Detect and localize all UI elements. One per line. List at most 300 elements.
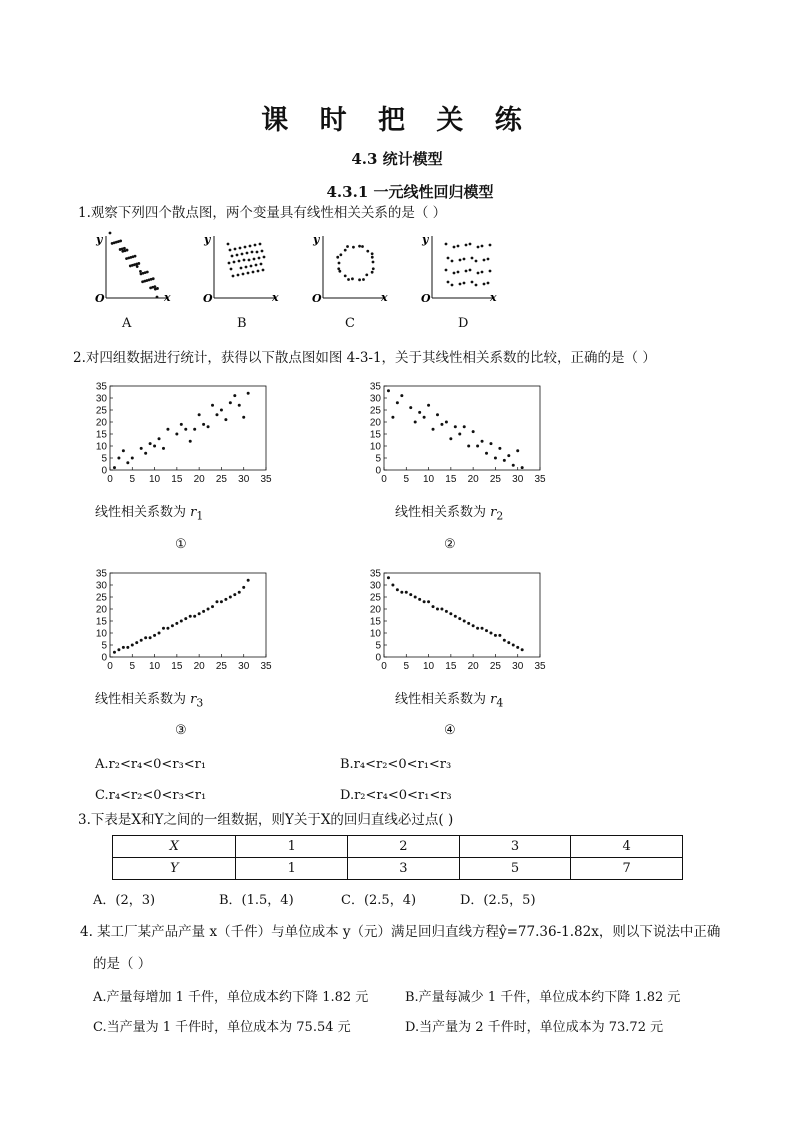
data-point bbox=[175, 433, 178, 436]
data-point bbox=[440, 423, 443, 426]
q1-b-points bbox=[227, 243, 266, 278]
scatter-dot bbox=[338, 262, 341, 265]
scatter-chart-1 bbox=[90, 378, 290, 498]
scatter-dot bbox=[469, 269, 472, 272]
data-point bbox=[198, 413, 201, 416]
x-tick-label: 25 bbox=[489, 661, 501, 672]
q1-d-y-label: y bbox=[422, 233, 429, 246]
scatter-dot bbox=[471, 257, 474, 260]
scatter-dot bbox=[445, 269, 448, 272]
data-point bbox=[202, 610, 205, 613]
scatter-dot bbox=[371, 271, 374, 274]
scatter-dot bbox=[451, 260, 454, 263]
scatter-dot bbox=[247, 272, 250, 275]
data-point bbox=[485, 629, 488, 632]
data-point bbox=[180, 620, 183, 623]
y-tick-label: 35 bbox=[95, 381, 107, 393]
y-tick-label: 5 bbox=[101, 640, 107, 652]
chart-1-caption: 线性相关系数为 $r_1$ bbox=[95, 505, 204, 523]
data-point bbox=[122, 646, 125, 649]
scatter-dot bbox=[483, 259, 486, 262]
table-cell: 7 bbox=[571, 858, 683, 880]
y-tick-label: 20 bbox=[95, 417, 107, 429]
x-tick-label: 30 bbox=[238, 474, 250, 485]
scatter-dot bbox=[451, 284, 454, 287]
data-point bbox=[126, 646, 129, 649]
scatter-dot bbox=[465, 244, 468, 247]
data-point bbox=[135, 641, 138, 644]
data-point bbox=[215, 600, 218, 603]
x-tick-label: 20 bbox=[193, 474, 205, 485]
data-point bbox=[175, 622, 178, 625]
scatter-dot bbox=[254, 244, 257, 247]
question-2-stem: 2.对四组数据进行统计，获得以下散点图如图 4-3-1，关于其线性相关系数的比较，正确的是（ ） bbox=[73, 350, 656, 366]
scatter-dot bbox=[246, 252, 249, 255]
data-point bbox=[507, 641, 510, 644]
q3-option-d: D．(2.5，5) bbox=[460, 893, 536, 908]
scatter-dot bbox=[365, 273, 368, 276]
table-row bbox=[113, 858, 683, 880]
x-tick-label: 0 bbox=[381, 474, 387, 485]
q4-option-b: B.产量每减少 1 千件，单位成本约下降 1.82 元 bbox=[405, 990, 681, 1005]
scatter-dot bbox=[358, 245, 361, 248]
data-point bbox=[193, 428, 196, 431]
data-point bbox=[144, 452, 147, 455]
scatter-chart-2 bbox=[364, 378, 564, 498]
y-tick-label: 0 bbox=[101, 652, 107, 664]
scatter-dot bbox=[447, 281, 450, 284]
scatter-dot bbox=[240, 267, 243, 270]
data-point bbox=[207, 608, 210, 611]
scatter-dot bbox=[352, 246, 355, 249]
scatter-dot bbox=[245, 266, 248, 269]
scatter-dot bbox=[259, 243, 262, 246]
scatter-dot bbox=[234, 248, 237, 251]
scatter-dot bbox=[248, 259, 251, 262]
data-point bbox=[162, 627, 165, 630]
data-point bbox=[503, 639, 506, 642]
scatter-dot bbox=[471, 281, 474, 284]
table-cell: 2 bbox=[348, 836, 460, 858]
scatter-dot bbox=[249, 245, 252, 248]
scatter-dot bbox=[256, 251, 259, 254]
q1-c-points bbox=[336, 245, 374, 281]
scatter-dot bbox=[237, 274, 240, 277]
data-point bbox=[113, 466, 116, 469]
q1-c-y-label: y bbox=[313, 233, 320, 246]
data-point bbox=[467, 445, 470, 448]
data-point bbox=[481, 627, 484, 630]
data-point bbox=[229, 401, 232, 404]
x-tick-label: 30 bbox=[512, 661, 524, 672]
x-tick-label: 10 bbox=[149, 661, 161, 672]
q1-c-origin: O bbox=[312, 292, 322, 305]
chart-3-number: ③ bbox=[175, 723, 187, 738]
scatter-dot bbox=[229, 249, 232, 252]
data-point bbox=[445, 610, 448, 613]
scatter-dot bbox=[475, 260, 478, 263]
data-point bbox=[467, 622, 470, 625]
page-title: 课 时 把 关 练 bbox=[261, 105, 533, 136]
scatter-dot bbox=[459, 283, 462, 286]
scatter-dot bbox=[347, 278, 350, 281]
data-point bbox=[472, 624, 475, 627]
data-point bbox=[193, 615, 196, 618]
scatter-dot bbox=[153, 285, 156, 288]
q4-option-c: C.当产量为 1 千件时，单位成本为 75.54 元 bbox=[93, 1020, 351, 1035]
scatter-dot bbox=[137, 262, 140, 265]
scatter-dot bbox=[358, 278, 361, 281]
y-tick-label: 30 bbox=[95, 580, 107, 592]
data-point bbox=[117, 457, 120, 460]
x-tick-label: 5 bbox=[403, 661, 410, 672]
q1-diagram-b bbox=[203, 233, 279, 305]
q1-diagram-c bbox=[312, 233, 388, 305]
data-point bbox=[409, 593, 412, 596]
scatter-dot bbox=[231, 255, 234, 258]
q1-label-c: C bbox=[345, 316, 355, 331]
data-point bbox=[198, 612, 201, 615]
data-point bbox=[224, 418, 227, 421]
y-tick-label: 5 bbox=[375, 453, 381, 465]
table-cell: 5 bbox=[459, 858, 571, 880]
data-point bbox=[247, 392, 250, 395]
data-point bbox=[202, 423, 205, 426]
data-point bbox=[131, 644, 134, 647]
data-point bbox=[247, 579, 250, 582]
scatter-dot bbox=[351, 277, 354, 280]
scatter-dot bbox=[252, 271, 255, 274]
scatter-dot bbox=[239, 247, 242, 250]
data-point bbox=[409, 406, 412, 409]
scatter-dot bbox=[262, 269, 265, 272]
data-point bbox=[184, 617, 187, 620]
q1-diagram-a bbox=[95, 232, 171, 305]
scatter-dot bbox=[371, 256, 374, 259]
chart-4-number: ④ bbox=[444, 723, 456, 738]
x-tick-label: 5 bbox=[129, 474, 136, 485]
data-point bbox=[414, 596, 417, 599]
y-tick-label: 20 bbox=[95, 604, 107, 616]
data-point bbox=[516, 646, 519, 649]
scatter-dot bbox=[336, 256, 339, 259]
scatter-dot bbox=[146, 271, 149, 274]
q1-b-y-label: y bbox=[204, 233, 211, 246]
scatter-dot bbox=[255, 264, 258, 267]
scatter-dot bbox=[338, 270, 341, 273]
q1-a-origin: O bbox=[95, 292, 105, 305]
scatter-dot bbox=[487, 282, 490, 285]
scatter-dot bbox=[119, 240, 122, 243]
x-tick-label: 0 bbox=[107, 474, 113, 485]
data-point bbox=[485, 452, 488, 455]
data-point bbox=[423, 600, 426, 603]
q1-label-b: B bbox=[237, 316, 247, 331]
chart-1-number: ① bbox=[175, 537, 187, 552]
q1-scatter-diagrams bbox=[0, 225, 794, 345]
x-tick-label: 25 bbox=[215, 661, 227, 672]
data-point bbox=[445, 421, 448, 424]
data-point bbox=[144, 636, 147, 639]
x-tick-label: 15 bbox=[445, 474, 457, 485]
y-tick-label: 10 bbox=[95, 441, 107, 453]
data-point bbox=[180, 423, 183, 426]
scatter-dot bbox=[263, 256, 266, 259]
q1-b-origin: O bbox=[203, 292, 213, 305]
data-point bbox=[153, 634, 156, 637]
data-point bbox=[463, 620, 466, 623]
q1-a-y-label: y bbox=[96, 233, 103, 246]
q2-option-b: B.r₄<r₂<0<r₁<r₃ bbox=[340, 757, 452, 772]
scatter-dot bbox=[123, 247, 126, 250]
x-tick-label: 15 bbox=[445, 661, 457, 672]
data-point bbox=[189, 615, 192, 618]
data-point bbox=[494, 457, 497, 460]
scatter-dot bbox=[139, 270, 142, 273]
data-point bbox=[516, 449, 519, 452]
data-point bbox=[432, 428, 435, 431]
data-point bbox=[153, 445, 156, 448]
data-point bbox=[233, 593, 236, 596]
scatter-dot bbox=[483, 283, 486, 286]
scatter-dot bbox=[241, 253, 244, 256]
data-point bbox=[521, 648, 524, 651]
data-point bbox=[162, 447, 165, 450]
data-point bbox=[494, 634, 497, 637]
scatter-dot bbox=[258, 257, 261, 260]
y-tick-label: 10 bbox=[369, 441, 381, 453]
data-point bbox=[233, 394, 236, 397]
table-cell: 1 bbox=[236, 858, 348, 880]
scatter-dot bbox=[339, 253, 342, 256]
question-4-stem-line-1: 4. 某工厂某产品产量 x（千件）与单位成本 y（元）满足回归直线方程ŷ=77.36-1.82x，则以下说法中正确 bbox=[80, 924, 721, 940]
data-point bbox=[211, 404, 214, 407]
y-tick-label: 35 bbox=[95, 568, 107, 580]
data-point bbox=[503, 459, 506, 462]
data-point bbox=[158, 437, 161, 440]
q2-option-a: A.r₂<r₄<0<r₃<r₁ bbox=[95, 757, 207, 772]
scatter-dot bbox=[372, 261, 375, 264]
scatter-dot bbox=[469, 243, 472, 246]
scatter-dot bbox=[489, 244, 492, 247]
scatter-dot bbox=[475, 284, 478, 287]
scatter-dot bbox=[230, 268, 233, 271]
q2-option-d: D.r₂<r₄<0<r₁<r₃ bbox=[340, 788, 452, 803]
data-point bbox=[449, 437, 452, 440]
scatter-dot bbox=[243, 259, 246, 262]
data-point bbox=[427, 404, 430, 407]
x-tick-label: 20 bbox=[467, 661, 479, 672]
scatter-dot bbox=[134, 255, 137, 258]
q3-option-c: C．(2.5，4) bbox=[341, 893, 417, 908]
data-point bbox=[454, 615, 457, 618]
x-tick-label: 30 bbox=[512, 474, 524, 485]
data-point bbox=[396, 588, 399, 591]
scatter-dot bbox=[465, 270, 468, 273]
data-point bbox=[458, 433, 461, 436]
scatter-dot bbox=[463, 282, 466, 285]
x-tick-label: 0 bbox=[107, 661, 113, 672]
scatter-dot bbox=[109, 232, 112, 235]
table-row bbox=[113, 836, 683, 858]
scatter-dot bbox=[251, 251, 254, 254]
q1-c-x-label: x bbox=[381, 291, 388, 304]
data-point bbox=[405, 591, 408, 594]
scatter-dot bbox=[344, 249, 347, 252]
data-point bbox=[113, 651, 116, 654]
data-point bbox=[220, 409, 223, 412]
data-point bbox=[211, 605, 214, 608]
scatter-dot bbox=[232, 275, 235, 278]
data-point bbox=[400, 394, 403, 397]
data-point bbox=[400, 591, 403, 594]
data-point bbox=[242, 416, 245, 419]
data-point bbox=[171, 624, 174, 627]
x-tick-label: 10 bbox=[423, 474, 435, 485]
y-tick-label: 20 bbox=[369, 417, 381, 429]
scatter-dot bbox=[136, 265, 139, 268]
scatter-dot bbox=[481, 271, 484, 274]
data-point bbox=[454, 425, 457, 428]
data-point bbox=[220, 600, 223, 603]
data-point bbox=[149, 442, 152, 445]
x-tick-label: 35 bbox=[260, 474, 272, 485]
data-point bbox=[472, 430, 475, 433]
question-3-stem: 3.下表是X和Y之间的一组数据，则Y关于X的回归直线必过点( ) bbox=[78, 812, 454, 828]
x-tick-label: 5 bbox=[129, 661, 136, 672]
table-cell: X bbox=[113, 836, 236, 858]
scatter-dot bbox=[126, 249, 129, 252]
x-tick-label: 20 bbox=[193, 661, 205, 672]
x-tick-label: 20 bbox=[467, 474, 479, 485]
data-point bbox=[512, 464, 515, 467]
data-point bbox=[463, 425, 466, 428]
y-tick-label: 15 bbox=[369, 616, 381, 628]
scatter-dot bbox=[250, 265, 253, 268]
scatter-dot bbox=[487, 258, 490, 261]
data-point bbox=[242, 586, 245, 589]
data-point bbox=[387, 576, 390, 579]
table-cell: 3 bbox=[348, 858, 460, 880]
scatter-dot bbox=[457, 271, 460, 274]
scatter-dot bbox=[257, 270, 260, 273]
chart-4-caption: 线性相关系数为 $r_4$ bbox=[395, 692, 504, 710]
scatter-dot bbox=[236, 254, 239, 257]
scatter-dot bbox=[459, 259, 462, 262]
scatter-dot bbox=[260, 263, 263, 266]
table-cell: 1 bbox=[236, 836, 348, 858]
scatter-dot bbox=[346, 245, 349, 248]
data-point bbox=[427, 600, 430, 603]
scatter-dot bbox=[477, 246, 480, 249]
data-point bbox=[140, 639, 143, 642]
data-point bbox=[238, 404, 241, 407]
data-point bbox=[140, 447, 143, 450]
scatter-dot bbox=[244, 246, 247, 249]
data-point bbox=[207, 425, 210, 428]
chart-3-caption: 线性相关系数为 $r_3$ bbox=[95, 692, 204, 710]
table-cell: 3 bbox=[459, 836, 571, 858]
data-point bbox=[184, 428, 187, 431]
y-tick-label: 5 bbox=[375, 640, 381, 652]
data-point bbox=[440, 608, 443, 611]
data-point bbox=[166, 627, 169, 630]
x-tick-label: 10 bbox=[423, 661, 435, 672]
data-point bbox=[512, 644, 515, 647]
data-point bbox=[131, 457, 134, 460]
data-point bbox=[489, 442, 492, 445]
y-tick-label: 0 bbox=[101, 465, 107, 477]
data-point bbox=[418, 411, 421, 414]
data-point bbox=[476, 627, 479, 630]
y-tick-label: 35 bbox=[369, 381, 381, 393]
q3-option-a: A．(2，3) bbox=[93, 893, 156, 908]
data-point bbox=[189, 440, 192, 443]
section-title: 4.3 统计模型 bbox=[351, 150, 443, 168]
scatter-dot bbox=[152, 277, 155, 280]
data-point bbox=[158, 632, 161, 635]
data-point bbox=[387, 389, 390, 392]
scatter-dot bbox=[362, 278, 365, 281]
q1-d-origin: O bbox=[421, 292, 431, 305]
q1-a-x-label: x bbox=[164, 291, 171, 304]
data-point bbox=[521, 466, 524, 469]
data-point bbox=[224, 598, 227, 601]
data-point bbox=[122, 449, 125, 452]
y-tick-label: 25 bbox=[369, 405, 381, 417]
data-point bbox=[414, 421, 417, 424]
y-tick-label: 20 bbox=[369, 604, 381, 616]
y-tick-label: 0 bbox=[375, 652, 381, 664]
scatter-dot bbox=[242, 273, 245, 276]
scatter-dot bbox=[156, 287, 159, 290]
y-tick-label: 10 bbox=[95, 628, 107, 640]
scatter-chart-3 bbox=[90, 565, 290, 685]
q4-option-a: A.产量每增加 1 千件，单位成本约下降 1.82 元 bbox=[93, 990, 369, 1005]
data-point bbox=[391, 416, 394, 419]
data-point bbox=[166, 428, 169, 431]
scatter-dot bbox=[447, 257, 450, 260]
data-point bbox=[436, 413, 439, 416]
data-point bbox=[498, 447, 501, 450]
scatter-chart-4 bbox=[364, 565, 564, 685]
x-tick-label: 15 bbox=[171, 474, 183, 485]
data-point bbox=[449, 612, 452, 615]
q3-option-b: B．(1.5，4) bbox=[219, 893, 294, 908]
q1-diagram-d bbox=[421, 233, 497, 305]
q1-a-points bbox=[109, 232, 159, 299]
q1-label-a: A bbox=[122, 316, 132, 331]
scatter-dot bbox=[344, 274, 347, 277]
scatter-dot bbox=[261, 250, 264, 253]
y-tick-label: 15 bbox=[95, 616, 107, 628]
scatter-dot bbox=[445, 243, 448, 246]
data-point bbox=[458, 617, 461, 620]
scatter-dot bbox=[227, 243, 230, 246]
data-point bbox=[489, 632, 492, 635]
scatter-dot bbox=[228, 262, 231, 265]
y-tick-label: 15 bbox=[369, 429, 381, 441]
scatter-dot bbox=[361, 245, 364, 248]
data-point bbox=[436, 608, 439, 611]
q3-data-table bbox=[112, 835, 683, 880]
data-point bbox=[507, 454, 510, 457]
scatter-dot bbox=[463, 258, 466, 261]
y-tick-label: 10 bbox=[369, 628, 381, 640]
y-tick-label: 25 bbox=[95, 592, 107, 604]
scatter-dot bbox=[457, 245, 460, 248]
data-point bbox=[238, 591, 241, 594]
